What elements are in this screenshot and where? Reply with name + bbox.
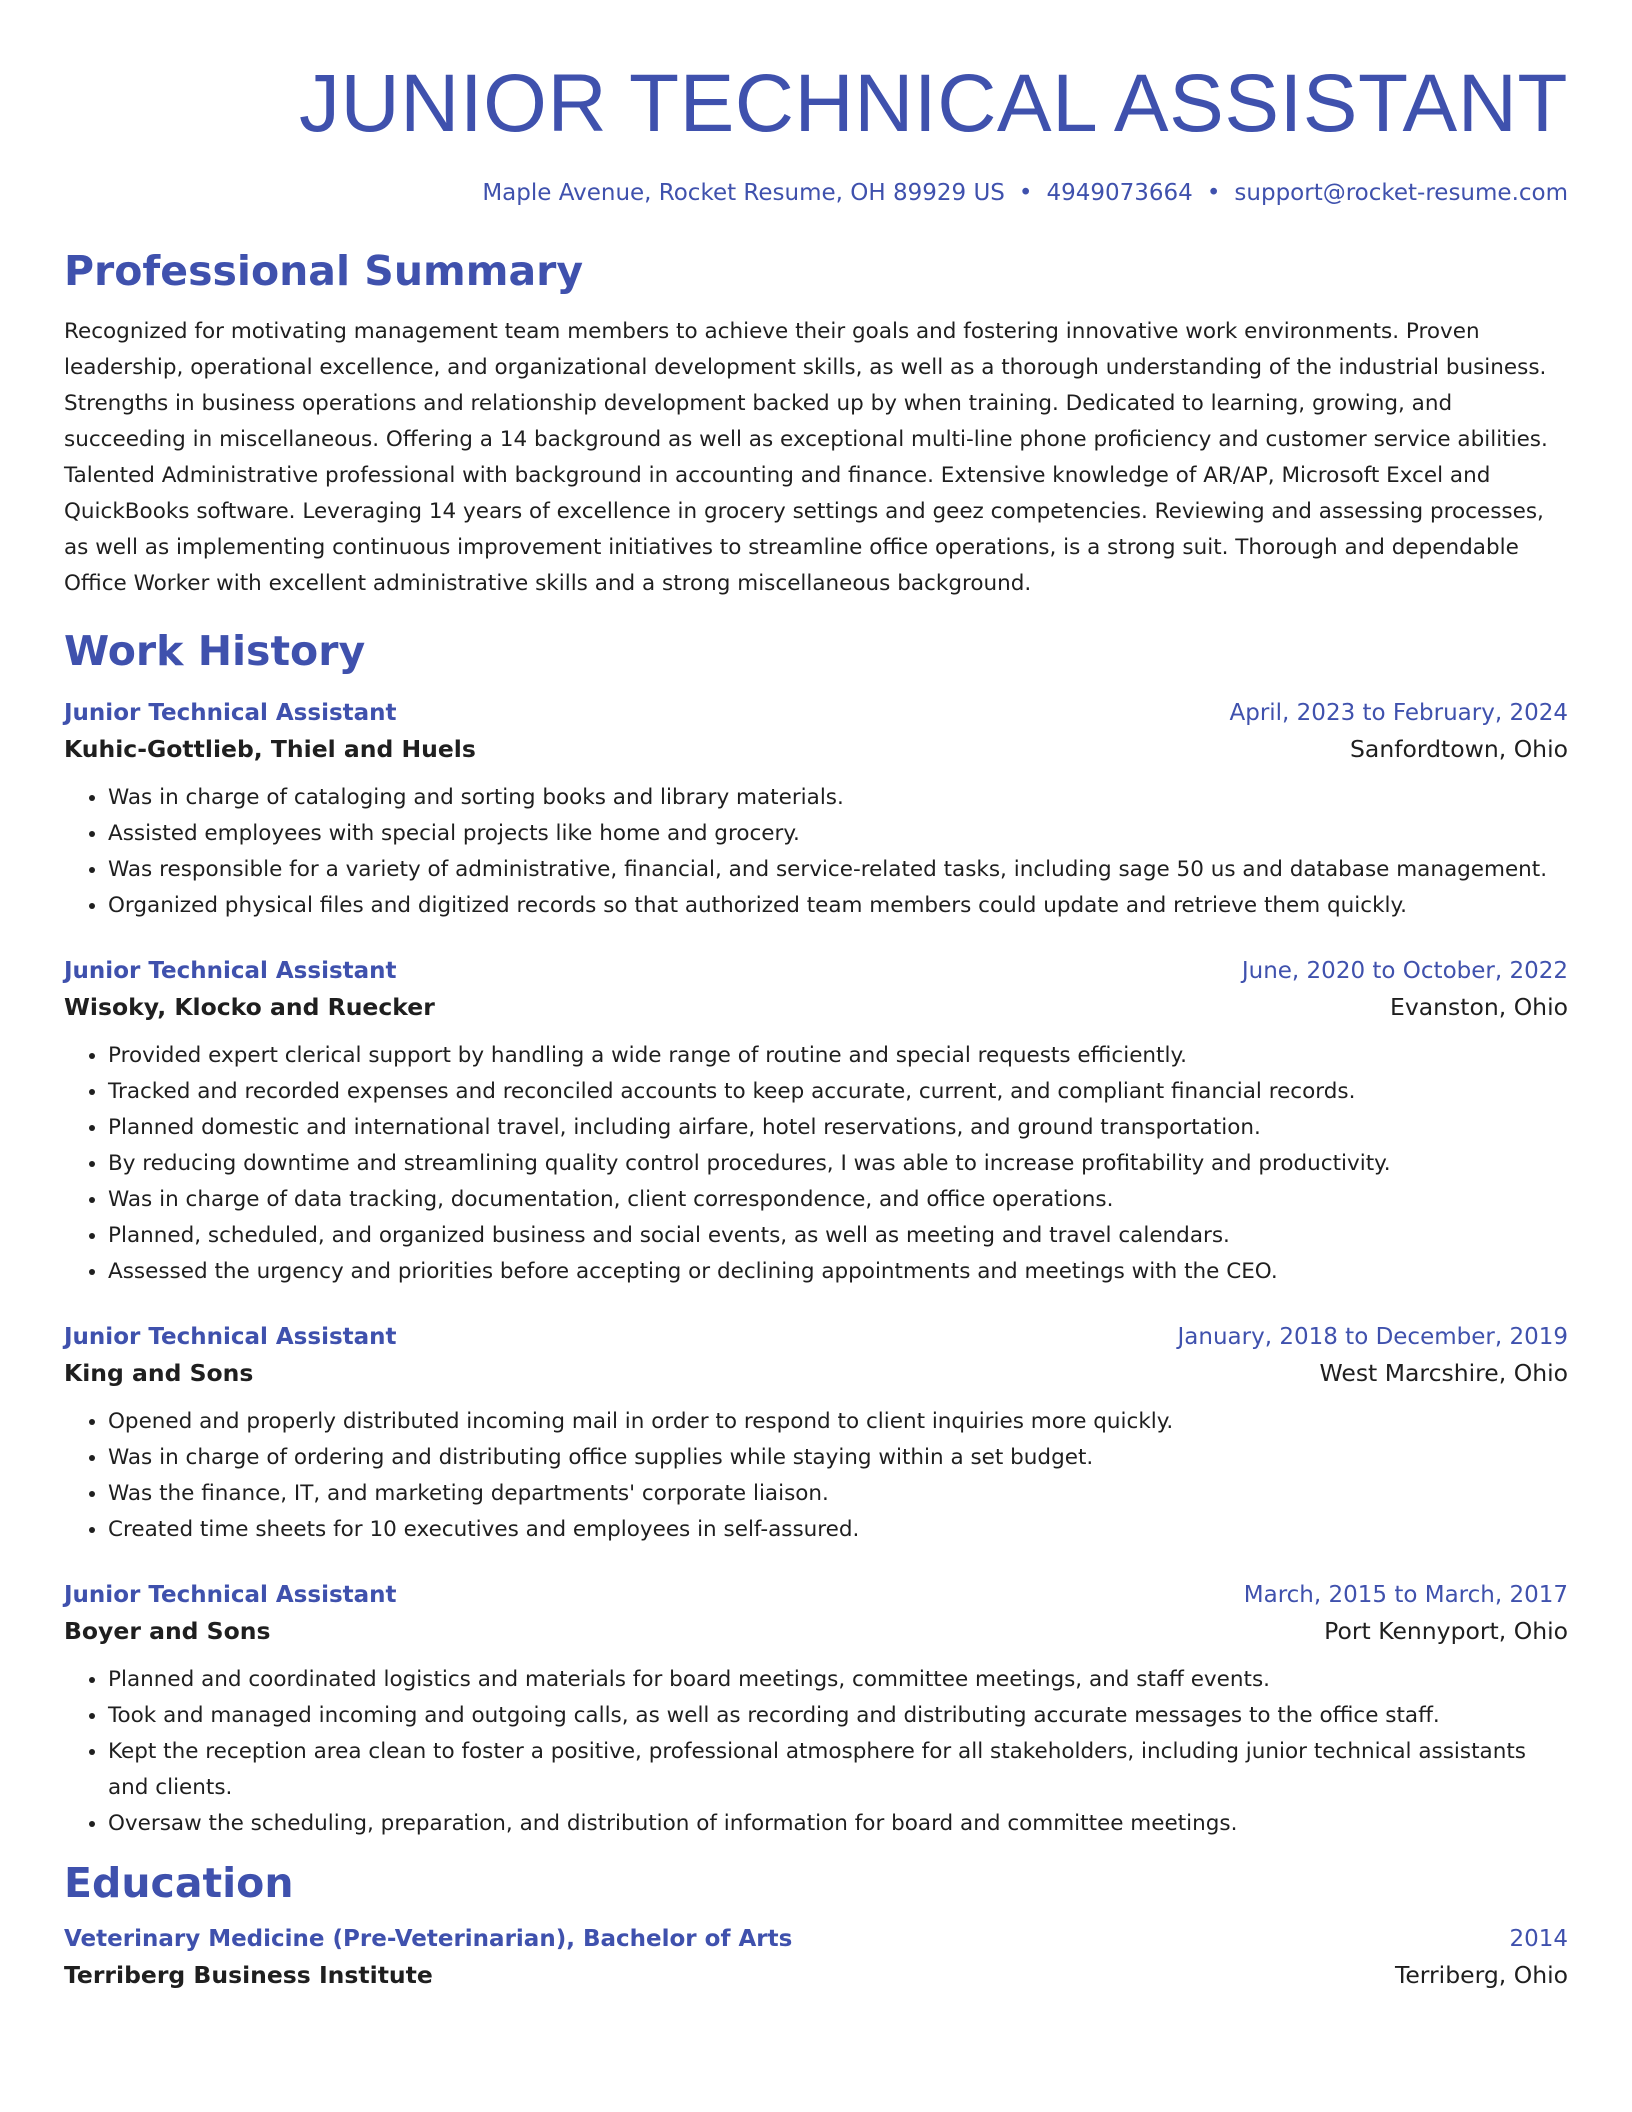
list-item: • Took and managed incoming and outgoing calls, as well as recording and distributing accurate messages to the office staff. (108, 1698, 1568, 1734)
resume-header (64, 58, 1568, 208)
company-row (64, 1354, 1568, 1392)
list-item: • Was in charge of ordering and distributing office supplies while staying within a set budget. (108, 1440, 1568, 1476)
list-item: • Planned and coordinated logistics and materials for board meetings, committee meetings, and staff events. (108, 1662, 1568, 1698)
company-name: Kuhic-Gottlieb, Thiel and Huels (64, 735, 476, 763)
school-name: Terriberg Business Institute (64, 1961, 433, 1989)
graduation-year: 2014 (1509, 1926, 1568, 1952)
list-item: • Assessed the urgency and priorities before accepting or declining appointments and meetings with the CEO. (108, 1254, 1568, 1290)
job-entry (64, 1320, 1568, 1548)
job-entry (64, 696, 1568, 924)
list-item: • Was the finance, IT, and marketing departments' corporate liaison. (108, 1476, 1568, 1512)
job-bullets (64, 1404, 1568, 1548)
job-location: West Marcshire, Ohio (1319, 1359, 1568, 1387)
job-dates: April, 2023 to February, 2024 (1229, 700, 1568, 726)
job-bullets (64, 1038, 1568, 1290)
list-item: • Planned, scheduled, and organized business and social events, as well as meeting and travel calendars. (108, 1218, 1568, 1254)
education-heading: Education (64, 1859, 294, 1907)
job-title: Junior Technical Assistant (64, 700, 397, 726)
job-bullets (64, 780, 1568, 924)
job-title: Junior Technical Assistant (64, 1582, 397, 1608)
job-location: Evanston, Ohio (1389, 993, 1568, 1021)
job-title-row (64, 954, 1568, 988)
work-history-heading: Work History (64, 627, 366, 675)
degree: Veterinary Medicine (Pre-Veterinarian), Bachelor of Arts (64, 1926, 793, 1952)
phone: 4949073664 (1046, 180, 1193, 206)
contact-separator: • (1206, 180, 1221, 206)
list-item: • Was responsible for a variety of administrative, financial, and service-related tasks, including sage 50 us and database management. (108, 852, 1568, 888)
job-title: Junior Technical Assistant (64, 1324, 397, 1350)
job-entry (64, 954, 1568, 1290)
summary-text: Recognized for motivating management team members to achieve their goals and fostering innovative work environments. Proven leadership, operational excellence, and organizational development skills, as well as a thorough understanding of the industrial business. Strengths in business operations and relationship development backed up by when training. Dedicated to learning, growing, and succeeding in miscellaneous. Offering a 14 background as well as exceptional multi-line phone proficiency and customer service abilities. Talented Administrative professional with background in accounting and finance. Extensive knowledge of AR/AP, Microsoft Excel and QuickBooks software. Leveraging 14 years of excellence in grocery settings and geez competencies. Reviewing and assessing processes, as well as implementing continuous improvement initiatives to streamline office operations, is a strong suit. Thorough and dependable Office Worker with excellent administrative skills and a strong miscellaneous background. (64, 319, 1548, 596)
list-item: • Kept the reception area clean to foster a positive, professional atmosphere for all stakeholders, including junior technical assistants and clients. (108, 1734, 1568, 1806)
job-location: Port Kennyport, Ohio (1324, 1617, 1568, 1645)
company-row (64, 1612, 1568, 1650)
job-dates: January, 2018 to December, 2019 (1177, 1324, 1568, 1350)
list-item: • Organized physical files and digitized records so that authorized team members could update and retrieve them quickly. (108, 888, 1568, 924)
company-name: Boyer and Sons (64, 1617, 271, 1645)
job-entry (64, 1578, 1568, 1842)
list-item: • Oversaw the scheduling, preparation, and distribution of information for board and committee meetings. (108, 1806, 1568, 1842)
list-item: • Planned domestic and international travel, including airfare, hotel reservations, and ground transportation. (108, 1110, 1568, 1146)
company-row (64, 730, 1568, 768)
list-item: • Was in charge of cataloging and sorting books and library materials. (108, 780, 1568, 816)
list-item: • Opened and properly distributed incoming mail in order to respond to client inquiries more quickly. (108, 1404, 1568, 1440)
list-item: • Created time sheets for 10 executives and employees in self-assured. (108, 1512, 1568, 1548)
contact-line (64, 178, 1568, 208)
company-row (64, 988, 1568, 1026)
degree-row (64, 1922, 1568, 1956)
list-item: • By reducing downtime and streamlining quality control procedures, I was able to increase profitability and productivity. (108, 1146, 1568, 1182)
list-item: • Provided expert clerical support by handling a wide range of routine and special requests efficiently. (108, 1038, 1568, 1074)
address: Maple Avenue, Rocket Resume, OH 89929 US (482, 180, 1005, 206)
job-dates: March, 2015 to March, 2017 (1243, 1582, 1568, 1608)
list-item: • Assisted employees with special projects like home and grocery. (108, 816, 1568, 852)
job-dates: June, 2020 to October, 2022 (1241, 958, 1568, 984)
job-bullets (64, 1662, 1568, 1842)
job-location: Sanfordtown, Ohio (1350, 735, 1568, 763)
job-title-row (64, 1578, 1568, 1612)
email: support@rocket-resume.com (1234, 180, 1568, 206)
school-location: Terriberg, Ohio (1394, 1961, 1568, 1989)
summary-heading: Professional Summary (64, 247, 584, 295)
candidate-title: JUNIOR TECHNICAL ASSISTANT (298, 58, 1568, 149)
company-name: King and Sons (64, 1359, 254, 1387)
job-title-row (64, 1320, 1568, 1354)
list-item: • Was in charge of data tracking, documentation, client correspondence, and office operations. (108, 1182, 1568, 1218)
contact-separator: • (1018, 180, 1033, 206)
school-row (64, 1956, 1568, 1994)
job-title-row (64, 696, 1568, 730)
list-item: • Tracked and recorded expenses and reconciled accounts to keep accurate, current, and compliant financial records. (108, 1074, 1568, 1110)
education-entry (64, 1922, 1568, 1994)
job-title: Junior Technical Assistant (64, 958, 397, 984)
company-name: Wisoky, Klocko and Ruecker (64, 993, 435, 1021)
